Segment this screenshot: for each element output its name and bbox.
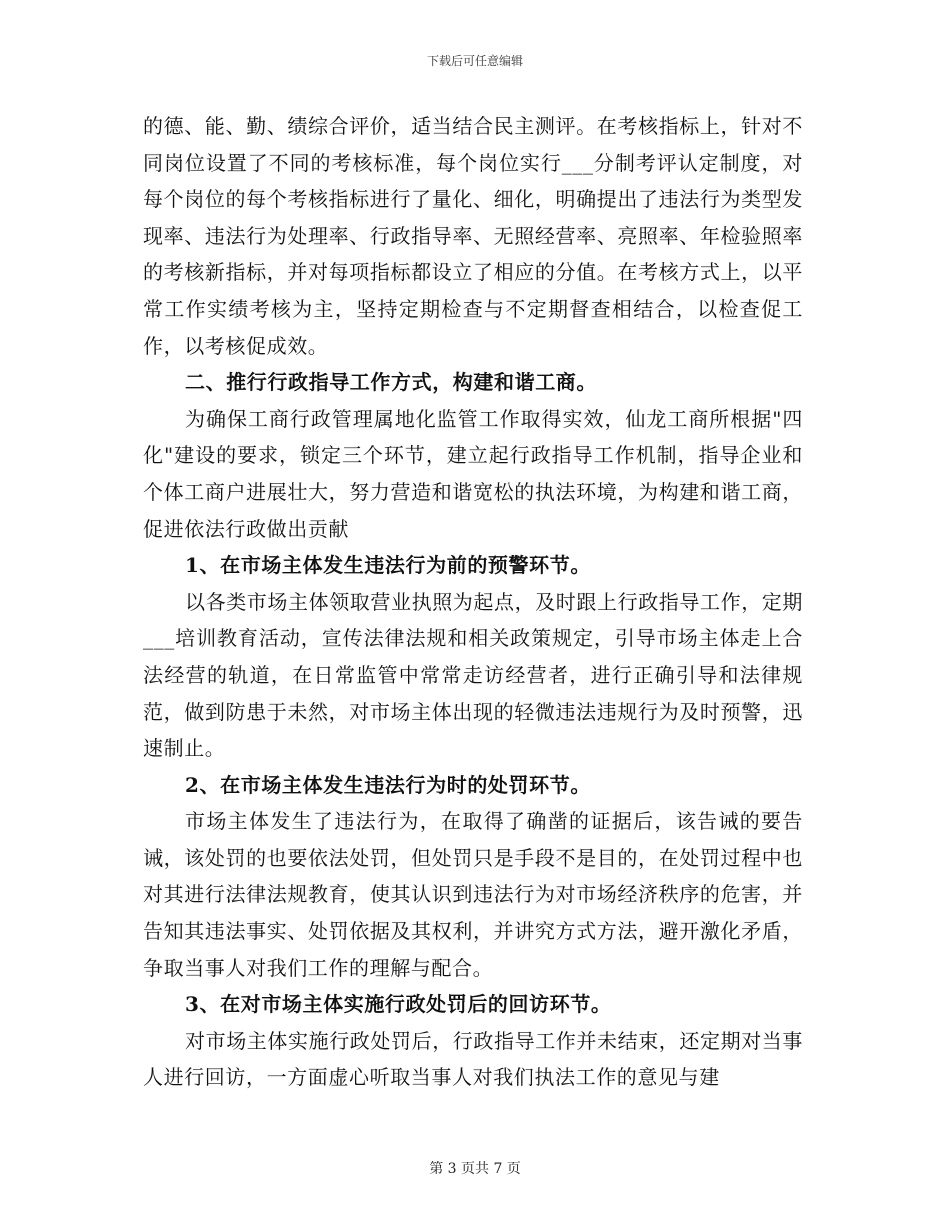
subheading-warning-stage: 1、在市场主体发生违法行为前的预警环节。 — [185, 553, 591, 578]
body-paragraph-guidance-mechanism: 为确保工商行政管理属地化监管工作取得实效，仙龙工商所根据"四化"建设的要求，锁定三个环节，建立起行政指导工作机制，指导企业和个体工商户进展壮大，努力营造和谐宽松的执法环境，为构建和谐工商，促进依法行政做出贡献 — [143, 406, 803, 541]
subheading-follow-up-stage: 3、在对市场主体实施行政处罚后的回访环节。 — [185, 992, 612, 1017]
section-heading-administrative-guidance: 二、推行行政指导工作方式，构建和谐工商。 — [185, 370, 597, 395]
page-header: 下载后可任意编辑 — [426, 54, 523, 68]
document-body — [143, 108, 803, 1096]
body-paragraph-penalty-stage: 市场主体发生了违法行为，在取得了确凿的证据后，该告诫的要告诫，该处罚的也要依法处罚，但处罚只是手段不是目的，在处罚过程中也对其进行法律法规教育，使其认识到违法行为对市场经济秩序的危害，并告知其违法事实、处罚依据及其权利，并讲究方式方法，避开激化矛盾，争取当事人对我们工作的理解与配合。 — [143, 809, 803, 980]
subheading-penalty-stage: 2、在市场主体发生违法行为时的处罚环节。 — [185, 772, 591, 797]
body-paragraph-warning-stage: 以各类市场主体领取营业执照为起点，及时跟上行政指导工作，定期___培训教育活动，宣传法律法规和相关政策规定，引导市场主体走上合法经营的轨道，在日常监管中常常走访经营者，进行正确引导和法律规范，做到防患于未然，对市场主体出现的轻微违法违规行为及时预警，迅速制止。 — [143, 589, 803, 761]
body-paragraph-evaluation: 的德、能、勤、绩综合评价，适当结合民主测评。在考核指标上，针对不同岗位设置了不同的考核标准，每个岗位实行___分制考评认定制度，对每个岗位的每个考核指标进行了量化、细化，明确提出了违法行为类型发现率、违法行为处理率、行政指导率、无照经营率、亮照率、年检验照率的考核新指标，并对每项指标都设立了相应的分值。在考核方式上，以平常工作实绩考核为主，坚持定期检查与不定期督查相结合，以检查促工作，以考核促成效。 — [143, 114, 803, 358]
page-number-footer: 第 3 页共 7 页 — [429, 1161, 521, 1177]
body-paragraph-follow-up-stage: 对市场主体实施行政处罚后，行政指导工作并未结束，还定期对当事人进行回访，一方面虚心听取当事人对我们执法工作的意见与建 — [143, 1028, 803, 1090]
